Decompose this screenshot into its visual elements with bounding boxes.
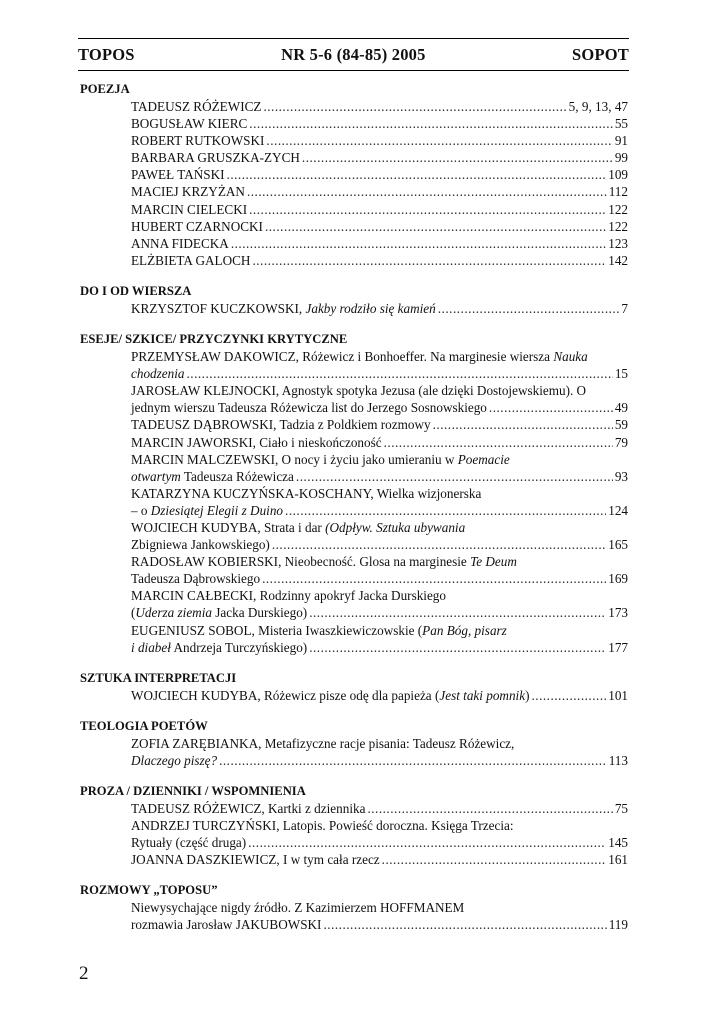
entry-text [131, 818, 514, 833]
entry-text [131, 115, 247, 132]
entry-text-italic: Dlaczego piszę? [131, 752, 218, 768]
entry-text-part: MACIEJ KRZYŻAN [131, 184, 245, 200]
entry-page-number: 173 [608, 605, 628, 621]
entry-text [131, 851, 380, 868]
entry-page-number: 5, 9, 13, 47 [568, 99, 628, 114]
toc-entry [80, 149, 628, 166]
toc-entry [80, 622, 628, 656]
toc-line [131, 851, 628, 868]
dot-leader [296, 468, 613, 485]
entry-text [131, 687, 529, 704]
toc-line [131, 416, 628, 433]
entry-text-part: ELŻBIETA GALOCH [131, 252, 251, 268]
toc-entry [80, 416, 628, 433]
dot-leader [231, 235, 606, 252]
entry-text-part: PAWEŁ TAŃSKI [131, 167, 225, 183]
entry-text-italic: Poemacie [457, 451, 510, 467]
entry-text-part: ) [525, 687, 530, 703]
toc-entry [80, 218, 628, 235]
entry-text-part: MARCIN CIELECKI [131, 201, 248, 217]
toc-line [131, 604, 628, 621]
toc-line [131, 536, 628, 553]
entry-text [131, 900, 464, 915]
entry-text-italic: Jest taki pomnik [439, 687, 526, 703]
entry-text-italic: Jakby rodziło się kamień [305, 300, 436, 316]
toc-entry [80, 899, 628, 933]
toc-section [80, 331, 628, 656]
dot-leader [227, 166, 607, 183]
entry-text-italic: otwartym [131, 468, 181, 484]
entry-text [131, 416, 431, 433]
entry-text [131, 452, 510, 467]
toc-line-continued [131, 382, 628, 399]
toc-section [80, 783, 628, 868]
toc-line-continued [131, 519, 628, 536]
entry-text [131, 183, 245, 200]
dot-leader [489, 399, 613, 416]
toc-line [131, 639, 628, 656]
entry-text-part: Jacka Durskiego) [211, 605, 308, 621]
entry-page-number: 75 [614, 801, 628, 816]
section-heading: TEOLOGIA POETÓW [80, 718, 208, 733]
entry-page-number: 101 [608, 687, 628, 703]
toc-line-continued [131, 451, 628, 468]
dot-leader [249, 115, 613, 132]
toc-entry [80, 851, 628, 868]
toc-entry [80, 817, 628, 851]
section-heading: ROZMOWY „TOPOSU” [80, 883, 218, 898]
entry-text-part: Zbigniewa Jankowskiego) [131, 537, 270, 553]
entry-page-number: 79 [614, 434, 628, 450]
dot-leader [252, 252, 606, 269]
entry-text-part: BARBARA GRUSZKA-ZYCH [131, 150, 300, 166]
toc-entry [80, 587, 628, 621]
entry-page-number: 59 [614, 417, 628, 433]
entry-page-number: 112 [608, 184, 628, 200]
entry-text-italic: Dziesiątej Elegii z Duino [150, 502, 284, 518]
dot-leader [367, 800, 612, 817]
toc-line-continued [131, 485, 628, 502]
dot-leader [219, 752, 607, 769]
entry-page-number: 169 [608, 571, 628, 587]
entry-page-number: 123 [608, 235, 628, 251]
entry-text-part: Andrzeja Turczyńskiego) [170, 639, 308, 655]
entry-text [131, 554, 517, 569]
entry-text-part: PRZEMYSŁAW DAKOWICZ, Różewicz i Bonhoeffer. Na marginesie wiersza [131, 349, 554, 365]
toc-line [131, 687, 628, 704]
entry-text [131, 916, 321, 933]
entry-text-part: MARCIN CAŁBECKI, Rodzinny apokryf Jacka Durskiego [131, 588, 446, 604]
entry-page-number: 7 [621, 300, 628, 316]
entry-text-part: EUGENIUSZ SOBOL, Misteria Iwaszkiewiczowskie ( [131, 622, 423, 638]
entry-text-part: Rytuały (część druga) [131, 835, 247, 851]
dot-leader [263, 98, 566, 115]
entry-text-part: HUBERT CZARNOCKI [131, 218, 263, 234]
toc-line [131, 201, 628, 218]
toc-section [80, 283, 628, 317]
entry-text [131, 132, 264, 149]
entry-text-italic: i diabeł [131, 639, 171, 655]
entry-text-part: jednym wierszu Tadeusza Różewicza list do Jerzego Sosnowskiego [131, 400, 487, 416]
entry-text [131, 252, 250, 269]
entry-page-number: 124 [608, 502, 628, 518]
entry-text [131, 502, 283, 519]
entry-text [131, 623, 507, 638]
entry-text-part: JOANNA DASZKIEWICZ, I w tym cała rzecz [131, 852, 380, 868]
toc-line [131, 166, 628, 183]
toc-entry [80, 553, 628, 587]
toc-line [131, 468, 628, 485]
toc-entry [80, 201, 628, 218]
section-heading: SZTUKA INTERPRETACJI [80, 670, 237, 685]
toc-entry [80, 687, 628, 704]
entry-text-part: ANNA FIDECKA [131, 235, 229, 251]
entry-text-italic: Pan Bóg, pisarz [422, 622, 507, 638]
entry-page-number: 122 [608, 218, 628, 234]
toc-line [131, 149, 628, 166]
dot-leader [433, 416, 613, 433]
dot-leader [438, 300, 620, 317]
entry-text-part: WOJCIECH KUDYBA, Strata i dar [131, 519, 326, 535]
section-heading: POEZJA [80, 82, 130, 96]
toc-line [131, 752, 628, 769]
entry-text [131, 98, 261, 115]
toc-line-continued [131, 553, 628, 570]
toc-entry [80, 348, 628, 382]
toc-section [80, 718, 628, 769]
entry-text [131, 570, 260, 587]
toc-line [131, 183, 628, 200]
entry-page-number: 145 [608, 835, 628, 851]
entry-text-italic: chodzenia [131, 366, 185, 382]
dot-leader [248, 834, 606, 851]
entry-text [131, 235, 229, 252]
section-heading: ESEJE/ SZKICE/ PRZYCZYNKI KRYTYCZNE [80, 332, 348, 347]
entry-page-number: 119 [608, 917, 628, 933]
entry-page-number: 165 [608, 537, 628, 553]
dot-leader [309, 639, 606, 656]
entry-page-number: 15 [614, 366, 628, 382]
entry-text [131, 639, 307, 656]
toc-entry [80, 183, 628, 200]
entry-text-part: WOJCIECH KUDYBA, Różewicz pisze odę dla papieża ( [131, 687, 440, 703]
section-heading: DO I OD WIERSZA [80, 283, 192, 298]
toc-line [131, 434, 628, 451]
toc-entry [80, 166, 628, 183]
toc-section [80, 670, 628, 704]
toc-entry [80, 235, 628, 252]
entry-page-number: 91 [614, 133, 628, 149]
toc-entry [80, 252, 628, 269]
toc-entry [80, 451, 628, 485]
entry-page-number: 113 [608, 752, 628, 768]
toc-line [131, 570, 628, 587]
toc-entry [80, 132, 628, 149]
toc-line-continued [131, 622, 628, 639]
entry-text [131, 349, 588, 364]
dot-leader [265, 218, 606, 235]
entry-text [131, 166, 225, 183]
entry-text-part: ( [131, 605, 136, 621]
dot-leader [272, 536, 606, 553]
toc-line [131, 300, 628, 317]
dot-leader [531, 687, 606, 704]
dot-leader [302, 149, 613, 166]
entry-page-number: 55 [614, 116, 628, 132]
dot-leader [186, 365, 612, 382]
entry-text-part: – o [131, 502, 151, 518]
dot-leader [262, 570, 606, 587]
toc-entry [80, 382, 628, 416]
toc-line [131, 218, 628, 235]
entry-text-part: TADEUSZ DĄBROWSKI, Tadzia z Poldkiem rozmowy [131, 417, 431, 433]
toc-entry [80, 735, 628, 769]
entry-text [131, 201, 247, 218]
page-number: 2 [79, 963, 89, 984]
entry-text-part: RADOSŁAW KOBIERSKI, Nieobecność. Glosa na marginesie [131, 554, 471, 570]
toc-line [131, 235, 628, 252]
entry-text [131, 365, 184, 382]
toc-line [131, 502, 628, 519]
entry-text [131, 536, 270, 553]
running-header [78, 38, 629, 71]
entry-page-number: 142 [608, 252, 628, 268]
entry-page-number: 109 [608, 167, 628, 183]
entry-text [131, 588, 446, 603]
entry-text-part: Niewysychające nigdy źródło. Z Kazimierzem HOFFMANEM [131, 900, 465, 916]
toc-line [131, 365, 628, 382]
entry-text-italic: (Odpływ. Sztuka ubywania [325, 519, 466, 535]
dot-leader [309, 604, 606, 621]
toc-section [80, 882, 628, 933]
toc-entry [80, 300, 628, 317]
toc-line-continued [131, 348, 628, 365]
entry-text-part: KATARZYNA KUCZYŃSKA-KOSCHANY, Wielka wizjonerska [131, 485, 482, 501]
entry-page-number: 49 [614, 400, 628, 416]
toc-line [131, 252, 628, 269]
toc-line [131, 115, 628, 132]
toc-line-continued [131, 899, 628, 916]
entry-page-number: 177 [608, 639, 628, 655]
entry-text [131, 486, 481, 501]
toc-entry [80, 800, 628, 817]
table-of-contents [80, 81, 628, 948]
entry-text [131, 399, 487, 416]
entry-text-part: TADEUSZ RÓŻEWICZ [131, 99, 262, 114]
entry-text-part: ZOFIA ZARĘBIANKA, Metafizyczne racje pisania: Tadeusz Różewicz, [131, 735, 515, 751]
entry-text-italic: Nauka [553, 349, 588, 365]
toc-line [131, 916, 628, 933]
header-city: SOPOT [572, 44, 629, 64]
dot-leader [266, 132, 612, 149]
section-heading: PROZA / DZIENNIKI / WSPOMNIENIA [80, 784, 306, 798]
toc-entry [80, 434, 628, 451]
toc-entry [80, 485, 628, 519]
entry-text-part: ROBERT RUTKOWSKI [131, 133, 265, 149]
entry-text [131, 218, 263, 235]
entry-text [131, 468, 294, 485]
entry-text [131, 434, 382, 451]
entry-text-part: TADEUSZ RÓŻEWICZ, Kartki z dziennika [131, 801, 366, 816]
toc-line [131, 834, 628, 851]
entry-text-part: JAROSŁAW KLEJNOCKI, Agnostyk spotyka Jezusa (ale dzięki Dostojewskiemu). O [131, 383, 587, 399]
dot-leader [249, 201, 606, 218]
entry-text-part: MARCIN MALCZEWSKI, O nocy i życiu jako umieraniu w [131, 451, 458, 467]
toc-entry [80, 98, 628, 115]
toc-entry [80, 519, 628, 553]
entry-text-part: BOGUSŁAW KIERC [131, 116, 248, 132]
toc-line [131, 132, 628, 149]
entry-text-part: Tadeusza Dąbrowskiego [131, 571, 261, 587]
entry-text [131, 383, 586, 398]
entry-text [131, 834, 246, 851]
entry-page-number: 122 [608, 201, 628, 217]
toc-line-continued [131, 735, 628, 752]
entry-text [131, 800, 365, 817]
entry-text-part: MARCIN JAWORSKI, Ciało i nieskończoność [131, 434, 382, 450]
dot-leader [384, 434, 613, 451]
dot-leader [285, 502, 606, 519]
dot-leader [382, 851, 607, 868]
header-issue-number: NR 5-6 (84-85) 2005 [281, 44, 426, 64]
entry-text [131, 736, 514, 751]
toc-entry [80, 115, 628, 132]
entry-text-italic: Te Deum [470, 554, 517, 570]
entry-text [131, 300, 436, 317]
entry-page-number: 161 [608, 852, 628, 868]
dot-leader [323, 916, 606, 933]
entry-page-number: 93 [614, 468, 628, 484]
toc-line [131, 399, 628, 416]
entry-text [131, 149, 300, 166]
entry-text-part: ANDRZEJ TURCZYŃSKI, Latopis. Powieść doroczna. Księga Trzecia: [131, 818, 514, 834]
header-journal-title: TOPOS [78, 44, 135, 64]
toc-line-continued [131, 817, 628, 834]
entry-text [131, 520, 465, 535]
entry-text-part: rozmawia Jarosław JAKUBOWSKI [131, 917, 322, 933]
dot-leader [247, 183, 607, 200]
toc-line-continued [131, 587, 628, 604]
entry-text [131, 752, 217, 769]
toc-line [131, 98, 628, 115]
toc-section [80, 81, 628, 269]
entry-text-italic: Uderza ziemia [135, 605, 212, 621]
entry-text-part: KRZYSZTOF KUCZKOWSKI, [131, 300, 306, 316]
toc-line [131, 800, 628, 817]
entry-text-part: Tadeusza Różewicza [180, 468, 294, 484]
entry-text [131, 604, 307, 621]
entry-page-number: 99 [614, 150, 628, 166]
